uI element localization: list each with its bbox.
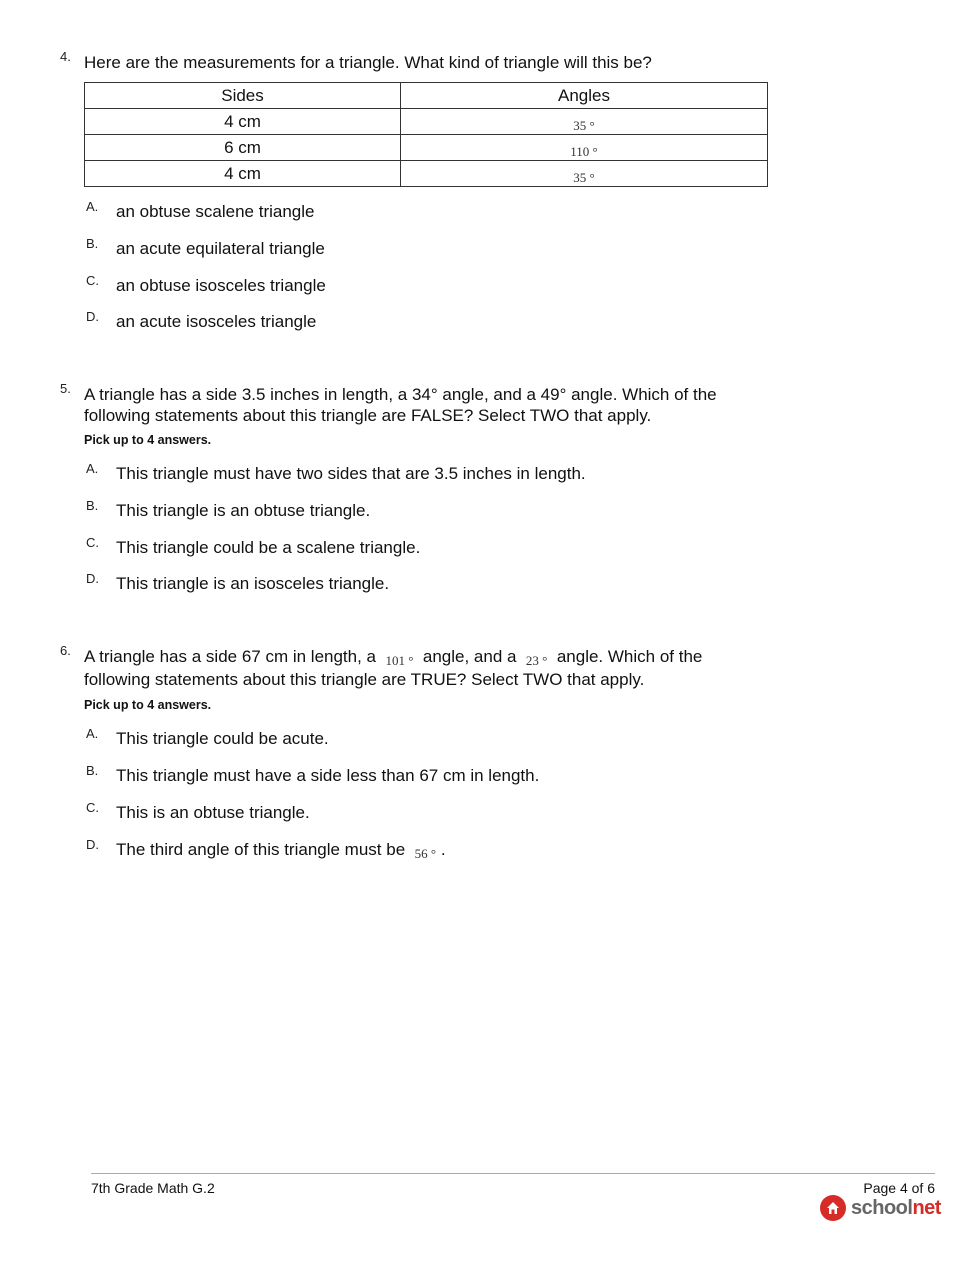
table-row	[85, 109, 768, 135]
answer-option-b[interactable]	[86, 498, 736, 523]
question-text-line2: following statements about this triangle are FALSE? Select TWO that apply.	[84, 406, 652, 425]
option-letter: C.	[86, 273, 99, 288]
measurements-table	[84, 82, 768, 187]
question-text-line1: A triangle has a side 3.5 inches in length, a 34° angle, and a 49° angle. Which of the	[84, 385, 717, 404]
option-letter: A.	[86, 199, 99, 214]
option-text-part: The third angle of this triangle must be	[116, 840, 406, 859]
angle-value: 110 °	[570, 143, 598, 159]
pick-instruction: Pick up to 4 answers.	[84, 433, 212, 447]
answer-option-d[interactable]	[86, 837, 736, 862]
option-letter: B.	[86, 498, 99, 513]
option-letter: C.	[86, 535, 99, 550]
answer-option-d[interactable]	[86, 571, 736, 596]
answer-option-c[interactable]	[86, 273, 736, 298]
option-text: an acute equilateral triangle	[116, 239, 325, 258]
option-letter: A.	[86, 726, 99, 741]
option-text: This triangle must have two sides that are 3.5 inches in length.	[116, 464, 586, 483]
option-text-end: .	[440, 840, 446, 859]
option-text: an obtuse isosceles triangle	[116, 276, 326, 295]
angle-value: 23 °	[525, 653, 548, 668]
option-text: This is an obtuse triangle.	[116, 803, 310, 822]
question-text-line2: following statements about this triangle are TRUE? Select TWO that apply.	[84, 670, 645, 689]
option-letter: C.	[86, 800, 99, 815]
option-text: This triangle must have a side less than 67 cm in length.	[116, 766, 540, 785]
pick-instruction: Pick up to 4 answers.	[84, 698, 212, 712]
question-text-part: A triangle has a side 67 cm in length, a	[84, 647, 377, 666]
option-text: This triangle is an obtuse triangle.	[116, 501, 371, 520]
option-letter: B.	[86, 236, 99, 251]
answer-option-b[interactable]	[86, 236, 736, 261]
schoolnet-logo	[820, 1193, 941, 1223]
answer-option-d[interactable]	[86, 309, 736, 334]
option-letter: B.	[86, 763, 99, 778]
answer-option-a[interactable]	[86, 199, 736, 224]
table-row	[85, 161, 768, 187]
logo-wordmark: schoolnet	[851, 1196, 941, 1219]
option-letter: A.	[86, 461, 99, 476]
option-text: This triangle could be a scalene triangle.	[116, 538, 421, 557]
option-text	[116, 840, 446, 860]
option-text: an acute isosceles triangle	[116, 312, 317, 331]
table-header-row	[85, 83, 768, 109]
angle-value: 35 °	[573, 117, 595, 133]
option-text: an obtuse scalene triangle	[116, 202, 315, 221]
table-cell-angle	[401, 161, 768, 187]
table-cell-angle	[401, 109, 768, 135]
answer-option-a[interactable]	[86, 726, 736, 751]
question-text: Here are the measurements for a triangle. What kind of triangle will this be?	[84, 53, 652, 72]
table-header-angles: Angles	[401, 83, 768, 109]
footer-course-title: 7th Grade Math G.2	[91, 1180, 215, 1196]
table-header-sides: Sides	[85, 83, 401, 109]
question-number: 4.	[60, 49, 71, 64]
answer-option-c[interactable]	[86, 800, 736, 825]
angle-value: 35 °	[573, 169, 595, 185]
table-cell-side: 6 cm	[85, 135, 401, 161]
option-text: This triangle is an isosceles triangle.	[116, 574, 390, 593]
footer-page-number: Page 4 of 6	[863, 1180, 935, 1196]
answer-option-c[interactable]	[86, 535, 736, 560]
option-letter: D.	[86, 571, 99, 586]
option-letter: D.	[86, 837, 99, 852]
footer-divider	[91, 1173, 935, 1174]
question-text-part: angle. Which of the	[556, 647, 703, 666]
question-text-part: angle, and a	[422, 647, 517, 666]
angle-value: 101 °	[385, 653, 414, 668]
answer-option-a[interactable]	[86, 461, 736, 486]
question-number: 5.	[60, 381, 71, 396]
table-cell-side: 4 cm	[85, 161, 401, 187]
option-text: This triangle could be acute.	[116, 729, 329, 748]
table-cell-side: 4 cm	[85, 109, 401, 135]
angle-value: 56 °	[414, 846, 437, 861]
table-cell-angle	[401, 135, 768, 161]
question-text-line1	[84, 646, 764, 668]
question-number: 6.	[60, 643, 71, 658]
table-row	[85, 135, 768, 161]
house-icon	[820, 1195, 846, 1221]
answer-option-b[interactable]	[86, 763, 736, 788]
option-letter: D.	[86, 309, 99, 324]
